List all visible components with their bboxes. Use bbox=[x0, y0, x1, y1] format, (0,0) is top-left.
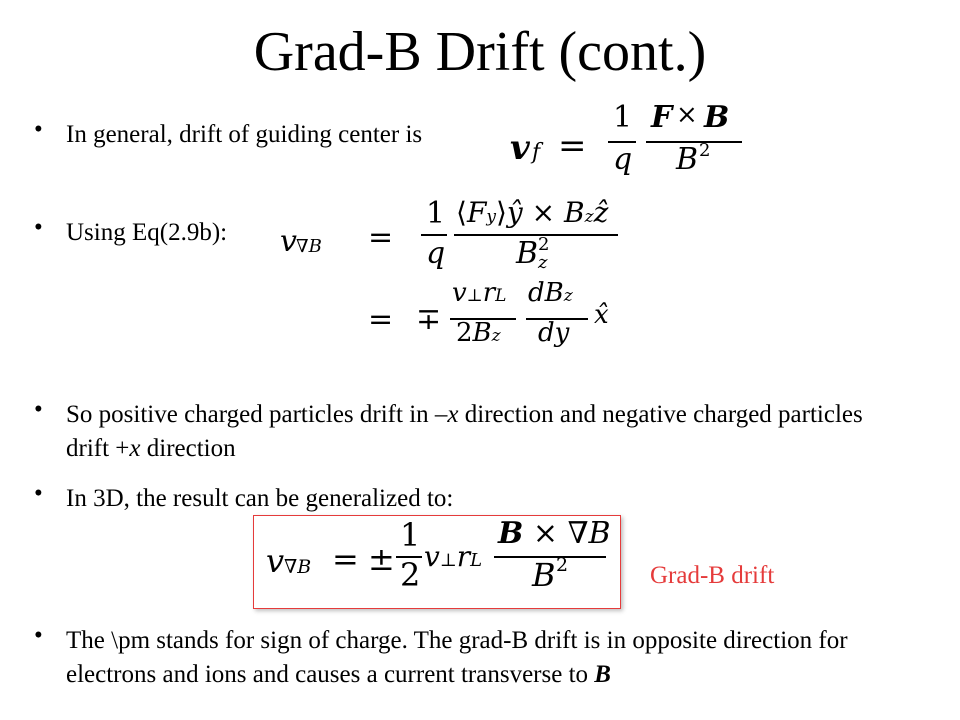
bullet-marker: • bbox=[34, 214, 43, 241]
bullet-using-eq: Using Eq(2.9b): bbox=[66, 219, 228, 246]
bullet-marker: • bbox=[34, 480, 43, 507]
equation-grad-b-step1: v ∇B = 1 q ⟨Fy⟩ŷ × Bzẑ B 2 z bbox=[276, 190, 626, 270]
bullet-pm-meaning: The \pm stands for sign of charge. The grad-B drift is in opposite direction for electrons and ions and causes a current transverse to B bbox=[66, 627, 848, 688]
bullet-marker: • bbox=[34, 396, 43, 423]
slide-title: Grad-B Drift (cont.) bbox=[253, 21, 707, 83]
grad-b-drift-label: Grad-B drift bbox=[650, 562, 775, 589]
bullet-charge-direction: So positive charged particles drift in –x direction and negative charged particles drift +x direction bbox=[66, 401, 863, 462]
equation-grad-b-step2: = ∓ v⊥rL 2Bz dBz dy x̂ bbox=[368, 278, 609, 348]
bullet-marker: • bbox=[34, 116, 43, 143]
equation-drift-general: v f = 1 q F × B B 2 bbox=[508, 122, 748, 182]
bullet-3d-generalization: In 3D, the result can be generalized to: bbox=[66, 485, 454, 512]
equation-grad-b-result: v ∇B = ± 1 2 v⊥rL B × ∇B B 2 bbox=[266, 516, 611, 594]
bullet-marker: • bbox=[34, 622, 43, 649]
bullet-general-drift: In general, drift of guiding center is bbox=[66, 121, 423, 148]
